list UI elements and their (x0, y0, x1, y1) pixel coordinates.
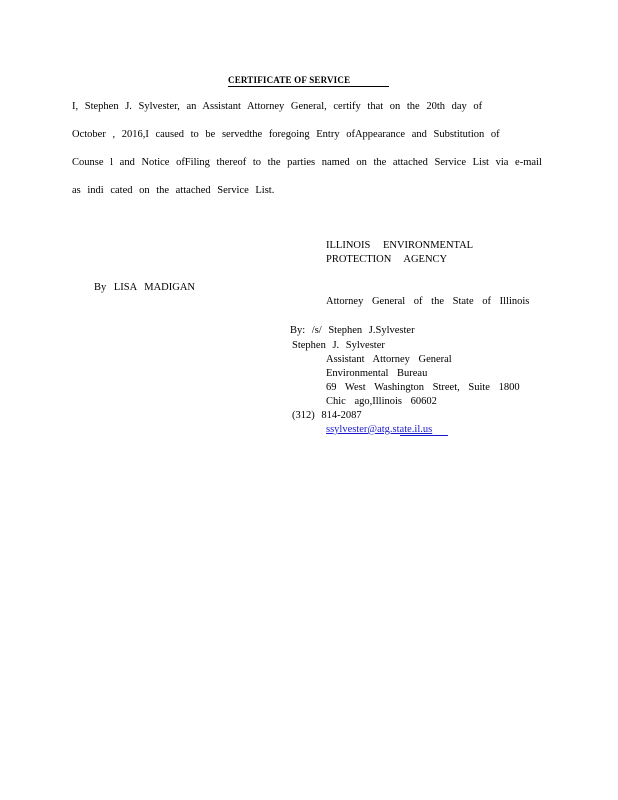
certificate-text-line: October , 2016,I caused to be servedthe foregoing Entry ofAppearance and Substitution of (72, 129, 500, 140)
address-line-1: 69 West Washington Street, Suite 1800 (326, 382, 520, 393)
signer-name: Stephen J. Sylvester (292, 340, 385, 351)
address-line-2: Chic ago,Illinois 60602 (326, 396, 437, 407)
agency-name-line-1: ILLINOIS ENVIRONMENTAL (326, 240, 474, 251)
signer-title: Assistant Attorney General (326, 354, 452, 365)
certificate-text-line: as indi cated on the attached Service List. (72, 185, 275, 196)
signature-by: By: /s/ Stephen J.Sylvester (290, 325, 415, 336)
certificate-title: CERTIFICATE OF SERVICE (228, 75, 351, 85)
title-underline (228, 86, 389, 87)
certificate-text-line: Counse l and Notice ofFiling thereof to the parties named on the attached Service List via e-mail (72, 157, 542, 168)
phone-number: (312) 814-2087 (292, 410, 362, 421)
email-link[interactable]: ssylvester@atg.state.il.us (326, 424, 433, 435)
email-underline (400, 435, 448, 436)
agency-name-line-2: PROTECTION AGENCY (326, 254, 448, 265)
by-line: By LISA MADIGAN (94, 282, 196, 293)
certificate-text-line: I, Stephen J. Sylvester, an Assistant Attorney General, certify that on the 20th day of (72, 101, 483, 112)
attorney-general-title: Attorney General of the State of Illinois (326, 296, 530, 307)
signer-bureau: Environmental Bureau (326, 368, 428, 379)
